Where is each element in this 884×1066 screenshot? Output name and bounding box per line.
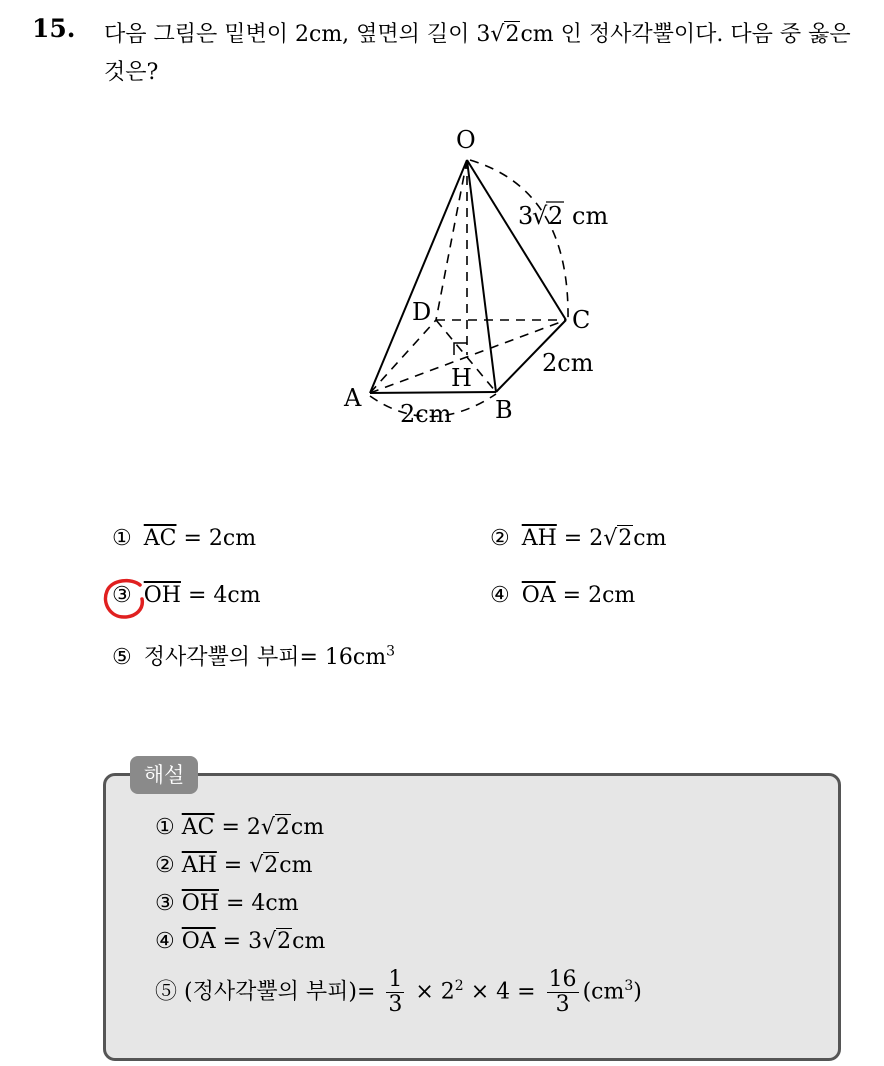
- question-number: 15.: [32, 14, 76, 43]
- solution-value: = 2: [214, 815, 261, 840]
- edge-AB: [370, 392, 496, 393]
- choice-superscript: 3: [386, 643, 396, 660]
- question-text: [104, 16, 864, 92]
- label-H: H: [451, 364, 472, 392]
- edge-OA: [370, 160, 467, 393]
- choice-number: ④: [490, 583, 510, 608]
- sqrt-symbol: √2: [260, 815, 290, 840]
- sqrt-symbol: √2: [603, 526, 633, 551]
- pyramid-figure: [330, 120, 630, 440]
- solution-line-5: [155, 968, 642, 1017]
- solution-unit-end: ): [633, 979, 642, 1005]
- solution-unit: (cm: [582, 979, 625, 1005]
- fraction-one-third: [386, 968, 404, 1017]
- radicand: 2: [275, 815, 290, 840]
- solution-number: ④: [155, 929, 175, 954]
- solution-unit: cm: [290, 815, 325, 840]
- fraction-sixteen-thirds: [547, 968, 579, 1017]
- radicand: 2: [505, 22, 520, 47]
- choice-value: = 4cm: [180, 583, 261, 608]
- radicand: 2: [264, 853, 279, 878]
- choice-2[interactable]: [490, 526, 666, 551]
- segment-label: $\overline{AH}$: [181, 853, 217, 878]
- edge-OD: [436, 160, 467, 320]
- label-B: B: [495, 396, 513, 424]
- label-A: A: [344, 384, 362, 412]
- label-O: O: [456, 126, 476, 154]
- radicand: 2: [618, 526, 633, 551]
- solution-value: = 4cm: [218, 891, 299, 916]
- label-base-bc: 2cm: [542, 349, 594, 377]
- question-text-part2: cm 인 정사각뿔이다. 다음 중 옳은 것은?: [104, 22, 851, 85]
- label-D: D: [412, 298, 432, 326]
- denominator: 3: [555, 992, 570, 1017]
- radicand: 2: [277, 929, 292, 954]
- solution-number: ⑤: [155, 979, 178, 1005]
- question-text-part1: 다음 그림은 밑변이 2cm, 옆면의 길이 3: [104, 22, 491, 47]
- sqrt-symbol: √2: [249, 853, 279, 878]
- edge-OB: [467, 160, 496, 392]
- unit-exponent: 3: [624, 978, 634, 995]
- segment-label: $\overline{AC}$: [143, 526, 177, 551]
- choice-value: = 2cm: [555, 583, 636, 608]
- segment-label: $\overline{OA}$: [181, 929, 216, 954]
- solution-number: ①: [155, 815, 175, 840]
- solution-line-3: [155, 891, 299, 916]
- choice-text: 정사각뿔의 부피= 16cm: [143, 645, 387, 670]
- edge-AD: [370, 320, 436, 393]
- choice-1[interactable]: [112, 526, 256, 551]
- choice-number: ③: [112, 583, 132, 608]
- choice-5[interactable]: [112, 640, 395, 671]
- solution-unit: cm: [292, 929, 326, 954]
- segment-label: $\overline{OH}$: [181, 891, 219, 916]
- denominator: 3: [388, 992, 403, 1017]
- label-edge-sqrt: √: [532, 202, 548, 230]
- label-edge-rad: 2: [548, 202, 564, 230]
- numerator: 1: [388, 967, 403, 992]
- solution-badge: 해설: [130, 756, 198, 794]
- choice-number: ⑤: [112, 645, 132, 670]
- choice-number: ①: [112, 526, 132, 551]
- segment-label: $\overline{AH}$: [521, 526, 557, 551]
- segment-label: $\overline{OA}$: [521, 583, 556, 608]
- solution-value: =: [216, 853, 250, 878]
- choice-4[interactable]: [490, 583, 635, 608]
- solution-unit: cm: [279, 853, 313, 878]
- solution-line-2: [155, 853, 312, 878]
- sqrt-symbol: √2: [490, 22, 520, 47]
- numerator: 16: [548, 967, 577, 992]
- segment-label: $\overline{OH}$: [143, 583, 181, 608]
- choice-value: = 2cm: [176, 526, 257, 551]
- solution-value: = 3: [215, 929, 263, 954]
- label-edge-coef: 3: [518, 202, 534, 230]
- sqrt-symbol: √2: [262, 929, 292, 954]
- solution-number: ②: [155, 853, 175, 878]
- exponent: 2: [454, 978, 464, 995]
- solution-number: ③: [155, 891, 175, 916]
- choice-number: ②: [490, 526, 510, 551]
- label-base-ab: 2cm: [400, 400, 452, 428]
- solution-mid2: × 4 =: [463, 979, 543, 1005]
- solution-line-1: [155, 815, 324, 840]
- answer-circle-mark: [102, 577, 148, 621]
- choice-unit: cm: [633, 526, 667, 551]
- solution-text: (정사각뿔의 부피)=: [184, 979, 383, 1005]
- label-edge-unit: cm: [572, 202, 609, 230]
- choice-value: = 2: [556, 526, 604, 551]
- label-C: C: [572, 306, 591, 334]
- segment-label: $\overline{AC}$: [181, 815, 215, 840]
- solution-mid: × 2: [408, 979, 455, 1005]
- solution-line-4: [155, 929, 325, 954]
